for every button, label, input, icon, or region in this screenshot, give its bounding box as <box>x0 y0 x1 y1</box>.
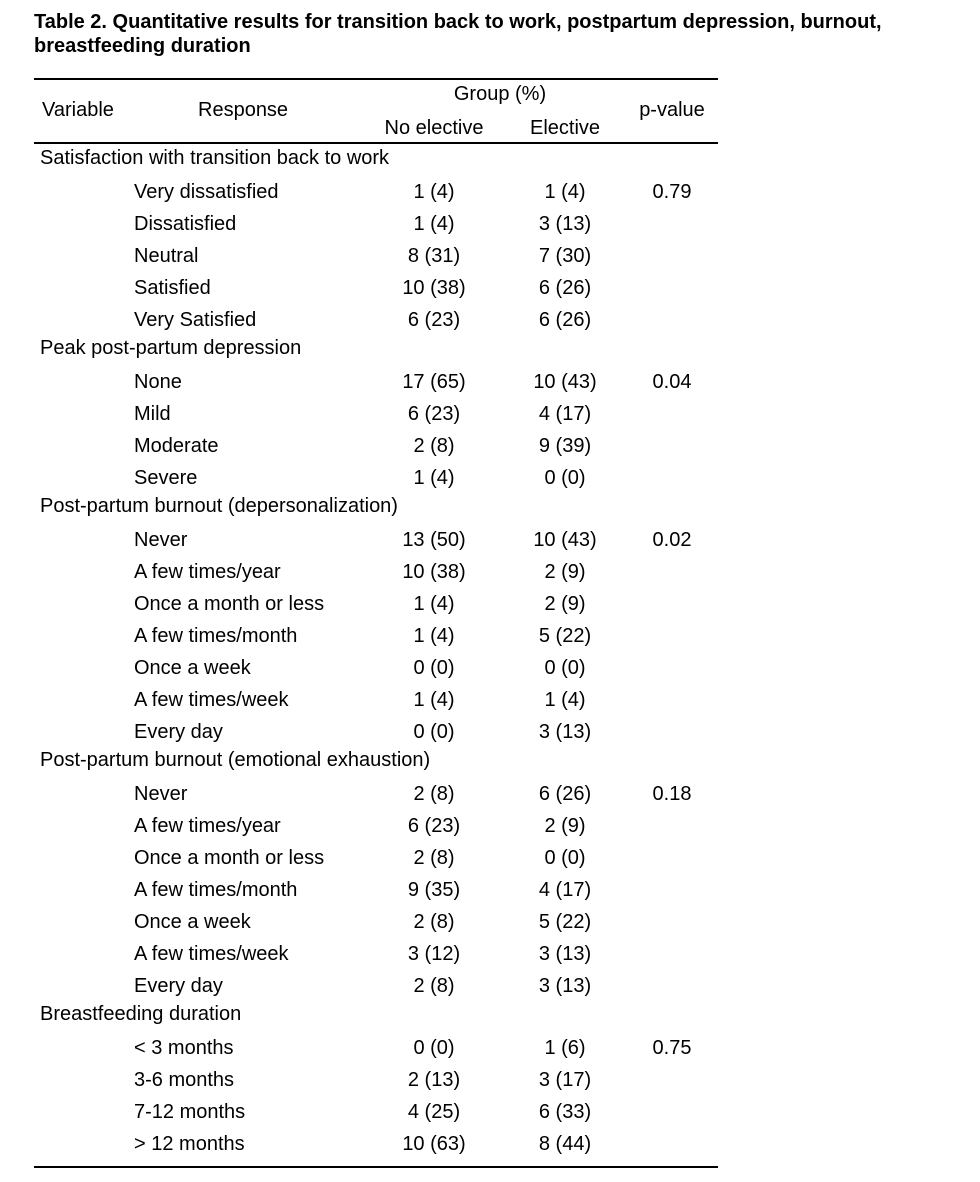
row-response: A few times/year <box>134 561 281 583</box>
row-elective-value: 0 (0) <box>544 657 586 679</box>
row-elective-value: 3 (13) <box>538 721 592 743</box>
row-response: Once a month or less <box>134 847 325 869</box>
row-no-elective-value: 2 (13) <box>407 1069 461 1091</box>
row-elective-value: 3 (13) <box>538 213 592 235</box>
section-title: Post-partum burnout (emotional exhaustion) <box>40 749 431 771</box>
row-response: Dissatisfied <box>134 213 237 235</box>
row-elective-value: 3 (13) <box>538 943 592 965</box>
row-no-elective-value: 10 (38) <box>402 277 466 299</box>
row-no-elective-value: 6 (23) <box>407 403 461 425</box>
row-response: Once a month or less <box>134 593 325 615</box>
header-variable: Variable <box>42 99 114 121</box>
row-response: Satisfied <box>134 277 211 299</box>
section-p-value: 0.02 <box>652 529 692 551</box>
row-no-elective-value: 10 (63) <box>402 1133 466 1155</box>
header-no-elective: No elective <box>384 117 484 139</box>
row-elective-value: 6 (26) <box>538 277 592 299</box>
row-response: A few times/month <box>134 879 298 901</box>
row-response: A few times/month <box>134 625 298 647</box>
row-elective-value: 10 (43) <box>533 529 597 551</box>
table-header-rule <box>34 142 718 144</box>
row-no-elective-value: 4 (25) <box>407 1101 461 1123</box>
section-p-value: 0.18 <box>652 783 692 805</box>
row-response: Once a week <box>134 911 251 933</box>
row-elective-value: 4 (17) <box>538 403 592 425</box>
row-response: < 3 months <box>134 1037 234 1059</box>
row-no-elective-value: 1 (4) <box>413 689 455 711</box>
row-elective-value: 8 (44) <box>538 1133 592 1155</box>
row-response: Very dissatisfied <box>134 181 279 203</box>
row-response: > 12 months <box>134 1133 245 1155</box>
caption-line-1: Table 2. Quantitative results for transition back to work, postpartum depression, burnout, <box>34 11 882 33</box>
row-response: Mild <box>134 403 171 425</box>
row-response: None <box>134 371 182 393</box>
row-response: Every day <box>134 975 223 997</box>
row-elective-value: 0 (0) <box>544 467 586 489</box>
row-elective-value: 1 (4) <box>544 689 586 711</box>
header-response: Response <box>198 99 289 121</box>
row-no-elective-value: 2 (8) <box>413 435 455 457</box>
row-no-elective-value: 17 (65) <box>402 371 466 393</box>
row-response: 3-6 months <box>134 1069 235 1091</box>
row-elective-value: 6 (26) <box>538 783 592 805</box>
row-no-elective-value: 1 (4) <box>413 467 455 489</box>
row-no-elective-value: 3 (12) <box>407 943 461 965</box>
table-top-rule <box>34 78 718 80</box>
row-response: 7-12 months <box>134 1101 246 1123</box>
row-no-elective-value: 2 (8) <box>413 975 455 997</box>
row-no-elective-value: 2 (8) <box>413 847 455 869</box>
row-no-elective-value: 0 (0) <box>413 721 455 743</box>
row-elective-value: 2 (9) <box>544 561 586 583</box>
row-no-elective-value: 9 (35) <box>407 879 461 901</box>
section-title: Post-partum burnout (depersonalization) <box>40 495 398 517</box>
header-group: Group (%) <box>453 83 547 105</box>
row-no-elective-value: 1 (4) <box>413 181 455 203</box>
row-response: A few times/week <box>134 943 289 965</box>
header-p-value: p-value <box>639 99 705 121</box>
row-elective-value: 10 (43) <box>533 371 597 393</box>
row-elective-value: 7 (30) <box>538 245 592 267</box>
row-response: A few times/year <box>134 815 281 837</box>
section-p-value: 0.79 <box>652 181 692 203</box>
row-no-elective-value: 1 (4) <box>413 213 455 235</box>
row-elective-value: 9 (39) <box>538 435 592 457</box>
row-no-elective-value: 0 (0) <box>413 1037 455 1059</box>
row-no-elective-value: 2 (8) <box>413 911 455 933</box>
row-response: Severe <box>134 467 198 489</box>
row-response: Neutral <box>134 245 199 267</box>
row-no-elective-value: 1 (4) <box>413 593 455 615</box>
row-no-elective-value: 13 (50) <box>402 529 466 551</box>
section-title: Breastfeeding duration <box>40 1003 242 1025</box>
row-response: Never <box>134 529 188 551</box>
row-elective-value: 1 (4) <box>544 181 586 203</box>
row-elective-value: 4 (17) <box>538 879 592 901</box>
row-elective-value: 1 (6) <box>544 1037 586 1059</box>
row-response: A few times/week <box>134 689 289 711</box>
row-elective-value: 0 (0) <box>544 847 586 869</box>
row-no-elective-value: 6 (23) <box>407 815 461 837</box>
row-response: Very Satisfied <box>134 309 257 331</box>
row-elective-value: 2 (9) <box>544 815 586 837</box>
row-elective-value: 3 (17) <box>538 1069 592 1091</box>
row-no-elective-value: 0 (0) <box>413 657 455 679</box>
row-no-elective-value: 1 (4) <box>413 625 455 647</box>
row-elective-value: 2 (9) <box>544 593 586 615</box>
row-no-elective-value: 6 (23) <box>407 309 461 331</box>
section-p-value: 0.75 <box>652 1037 692 1059</box>
row-response: Moderate <box>134 435 219 457</box>
table-caption <box>34 10 974 58</box>
caption-line-2: breastfeeding duration <box>34 35 251 57</box>
section-p-value: 0.04 <box>652 371 692 393</box>
row-elective-value: 5 (22) <box>538 911 592 933</box>
row-no-elective-value: 2 (8) <box>413 783 455 805</box>
row-elective-value: 6 (26) <box>538 309 592 331</box>
row-elective-value: 3 (13) <box>538 975 592 997</box>
header-elective: Elective <box>529 117 601 139</box>
row-elective-value: 6 (33) <box>538 1101 592 1123</box>
row-response: Once a week <box>134 657 251 679</box>
table-bottom-rule <box>34 1166 718 1168</box>
row-no-elective-value: 10 (38) <box>402 561 466 583</box>
row-response: Every day <box>134 721 223 743</box>
row-no-elective-value: 8 (31) <box>407 245 461 267</box>
row-elective-value: 5 (22) <box>538 625 592 647</box>
row-response: Never <box>134 783 188 805</box>
section-title: Satisfaction with transition back to work <box>40 147 390 169</box>
section-title: Peak post-partum depression <box>40 337 302 359</box>
